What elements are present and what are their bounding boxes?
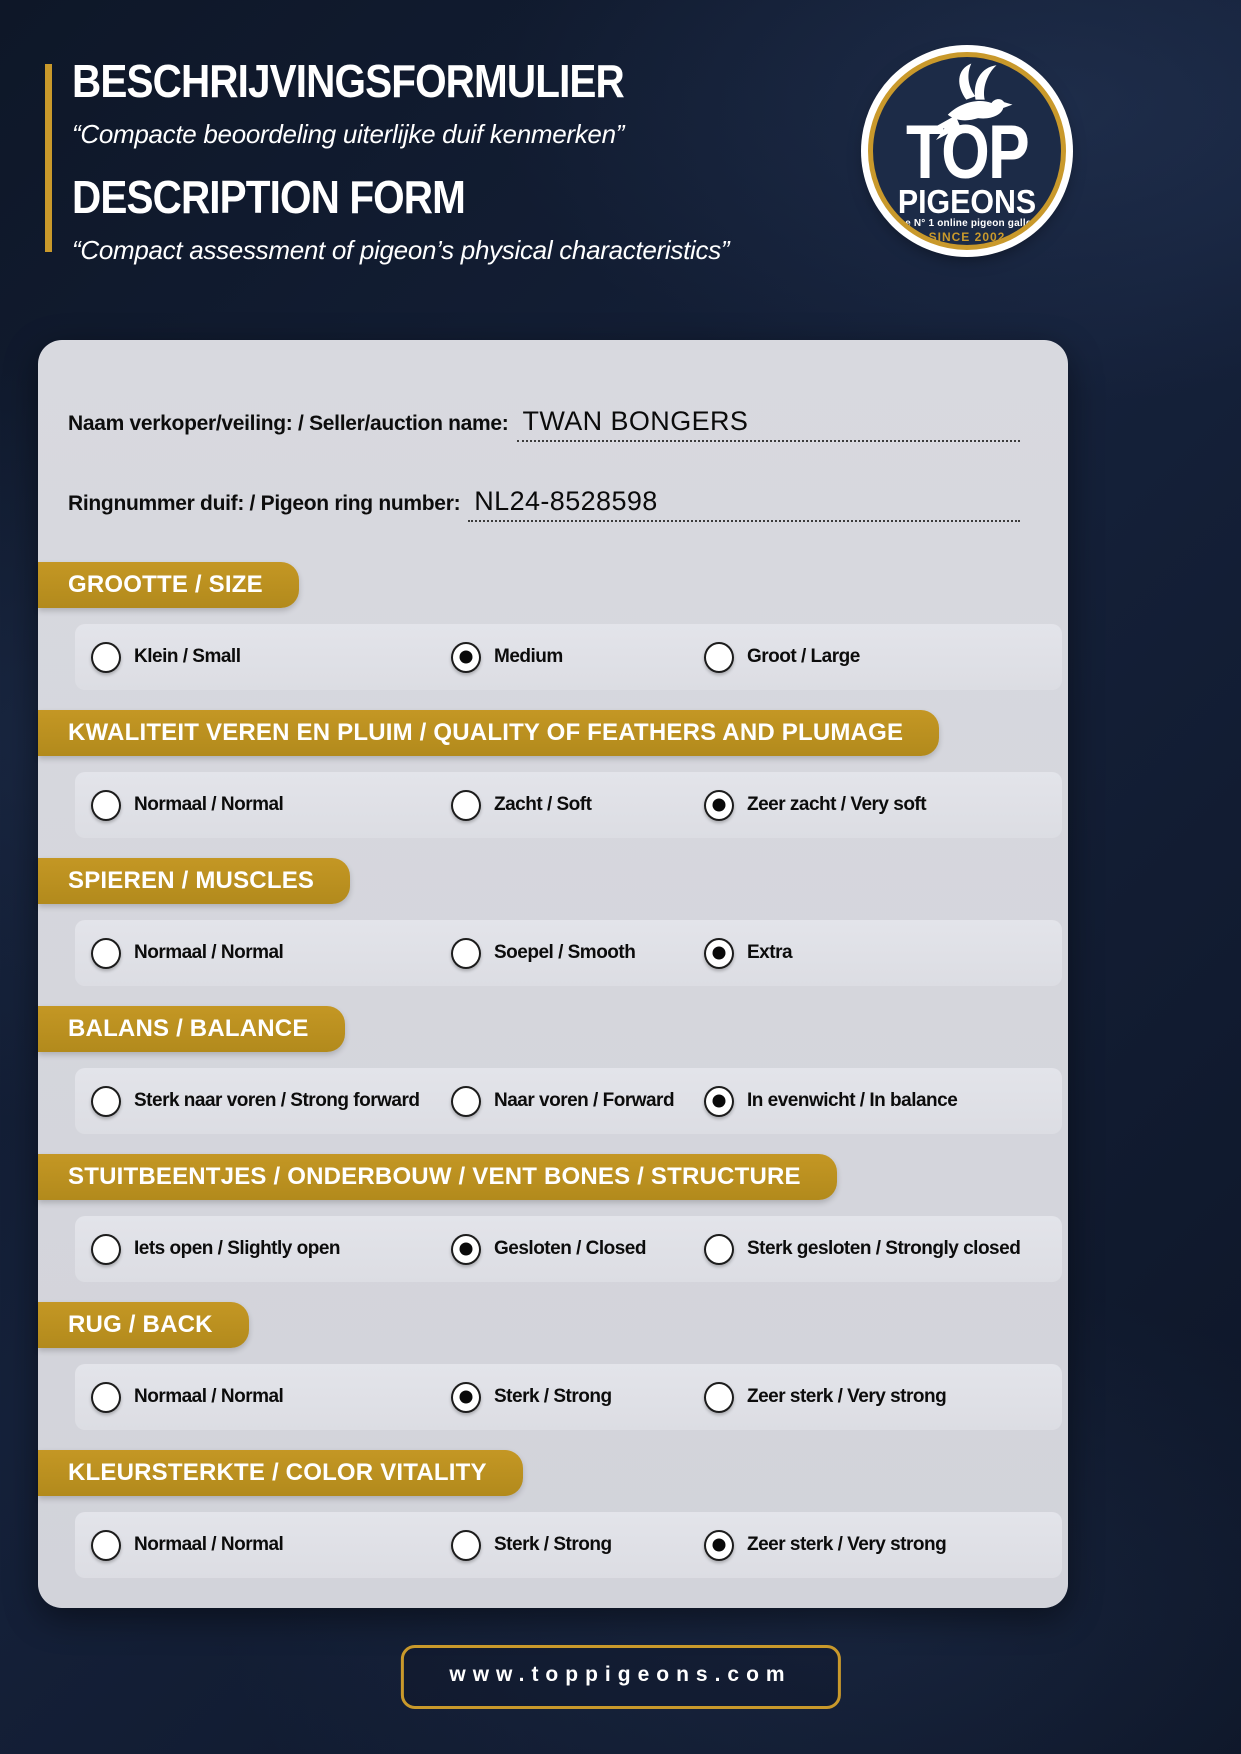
radio-option[interactable] — [704, 1530, 1062, 1561]
radio-button[interactable] — [451, 1382, 481, 1413]
logo-tagline: The N° 1 online pigeon gallery — [892, 218, 1042, 229]
radio-button[interactable] — [704, 1382, 734, 1413]
seller-name-value: TWAN BONGERS — [522, 406, 749, 436]
radio-option-label: Normaal / Normal — [134, 942, 284, 963]
logo-since-badge: SINCE 2002 — [928, 230, 1006, 244]
radio-option-label: Iets open / Slightly open — [134, 1238, 341, 1259]
option-row — [75, 1216, 1062, 1282]
option-row — [75, 1364, 1062, 1430]
section-header-pill: KLEURSTERKTE / COLOR VITALITY — [38, 1450, 523, 1496]
website-link[interactable]: www.toppigeons.com — [400, 1645, 840, 1709]
option-row — [75, 772, 1062, 838]
option-row — [75, 920, 1062, 986]
radio-option-label: Normaal / Normal — [134, 1386, 284, 1407]
page-header — [72, 55, 730, 266]
radio-option[interactable] — [91, 642, 451, 673]
radio-option-label: Naar voren / Forward — [494, 1090, 675, 1111]
radio-button[interactable] — [91, 1382, 121, 1413]
radio-option-label: Normaal / Normal — [134, 794, 284, 815]
seller-name-input[interactable] — [517, 406, 1021, 442]
radio-button[interactable] — [704, 790, 734, 821]
radio-button[interactable] — [91, 790, 121, 821]
radio-button[interactable] — [91, 1234, 121, 1265]
section-feather-quality — [38, 710, 1068, 838]
radio-option-label: Zeer sterk / Very strong — [747, 1534, 947, 1555]
sections — [38, 562, 1068, 1578]
radio-option[interactable] — [451, 938, 704, 969]
radio-option-label: Soepel / Smooth — [494, 942, 636, 963]
radio-option-label: Extra — [747, 942, 793, 963]
radio-option[interactable] — [451, 1530, 704, 1561]
radio-button[interactable] — [451, 1086, 481, 1117]
radio-option[interactable] — [91, 1086, 451, 1117]
radio-button[interactable] — [91, 938, 121, 969]
subtitle-english: “Compact assessment of pigeon’s physical characteristics” — [72, 235, 730, 265]
radio-option[interactable] — [451, 1234, 704, 1265]
section-muscles — [38, 858, 1068, 986]
section-size — [38, 562, 1068, 690]
section-header-pill: KWALITEIT VEREN EN PLUIM / QUALITY OF FEATHERS AND PLUMAGE — [38, 710, 939, 756]
ring-number-field — [68, 486, 1020, 530]
radio-button[interactable] — [704, 642, 734, 673]
radio-option-label: Sterk / Strong — [494, 1386, 612, 1407]
section-balance — [38, 1006, 1068, 1134]
radio-option-label: Zacht / Soft — [494, 794, 592, 815]
radio-option[interactable] — [91, 938, 451, 969]
section-back — [38, 1302, 1068, 1430]
radio-option[interactable] — [704, 1234, 1062, 1265]
radio-option[interactable] — [704, 642, 1062, 673]
title-english: DESCRIPTION FORM — [72, 171, 465, 223]
radio-option[interactable] — [704, 938, 1062, 969]
radio-option[interactable] — [451, 1086, 704, 1117]
radio-option-label: Klein / Small — [134, 646, 241, 667]
section-header-pill: STUITBEENTJES / ONDERBOUW / VENT BONES / STRUCTURE — [38, 1154, 837, 1200]
option-row — [75, 1068, 1062, 1134]
ring-number-input[interactable] — [468, 486, 1020, 522]
radio-option[interactable] — [91, 1234, 451, 1265]
radio-button[interactable] — [704, 938, 734, 969]
radio-button[interactable] — [451, 938, 481, 969]
section-vent-bones — [38, 1154, 1068, 1282]
option-row — [75, 1512, 1062, 1578]
radio-option[interactable] — [91, 790, 451, 821]
section-header-pill: BALANS / BALANCE — [38, 1006, 345, 1052]
radio-button[interactable] — [91, 1530, 121, 1561]
radio-button[interactable] — [704, 1086, 734, 1117]
radio-option[interactable] — [451, 790, 704, 821]
radio-option[interactable] — [451, 642, 704, 673]
seller-name-label: Naam verkoper/veiling: / Seller/auction name: — [68, 412, 509, 435]
top-pigeons-logo — [868, 52, 1066, 250]
logo-word-top: TOP — [905, 110, 1029, 195]
form-card — [38, 340, 1068, 1608]
header-accent-bar — [45, 64, 52, 252]
option-row — [75, 624, 1062, 690]
radio-option[interactable] — [91, 1382, 451, 1413]
radio-button[interactable] — [704, 1234, 734, 1265]
section-header-pill: RUG / BACK — [38, 1302, 249, 1348]
radio-option-label: Sterk / Strong — [494, 1534, 612, 1555]
radio-button[interactable] — [451, 642, 481, 673]
radio-option[interactable] — [704, 1086, 1062, 1117]
radio-button[interactable] — [451, 790, 481, 821]
logo-word-pigeons: PIGEONS — [897, 183, 1037, 220]
section-header-pill: SPIEREN / MUSCLES — [38, 858, 350, 904]
radio-option-label: Zeer sterk / Very strong — [747, 1386, 947, 1407]
radio-button[interactable] — [451, 1234, 481, 1265]
radio-option-label: Groot / Large — [747, 646, 860, 667]
radio-option-label: Normaal / Normal — [134, 1534, 284, 1555]
radio-option[interactable] — [704, 1382, 1062, 1413]
radio-option-label: Sterk gesloten / Strongly closed — [747, 1238, 1021, 1259]
subtitle-dutch: “Compacte beoordeling uiterlijke duif kenmerken” — [72, 119, 625, 149]
radio-button[interactable] — [91, 1086, 121, 1117]
section-color-vitality — [38, 1450, 1068, 1578]
radio-button[interactable] — [704, 1530, 734, 1561]
title-dutch: BESCHRIJVINGSFORMULIER — [72, 55, 624, 107]
radio-button[interactable] — [91, 642, 121, 673]
ring-number-value: NL24-8528598 — [474, 486, 658, 516]
ring-number-label: Ringnummer duif: / Pigeon ring number: — [68, 492, 461, 515]
radio-option-label: Medium — [494, 646, 563, 667]
radio-button[interactable] — [451, 1530, 481, 1561]
radio-option-label: In evenwicht / In balance — [747, 1090, 958, 1111]
radio-option-label: Zeer zacht / Very soft — [747, 794, 927, 815]
seller-name-field — [68, 406, 1020, 450]
radio-option-label: Gesloten / Closed — [494, 1238, 646, 1259]
section-header-pill: GROOTTE / SIZE — [38, 562, 299, 608]
radio-option[interactable] — [451, 1382, 704, 1413]
radio-option[interactable] — [91, 1530, 451, 1561]
radio-option-label: Sterk naar voren / Strong forward — [134, 1090, 420, 1111]
radio-option[interactable] — [704, 790, 1062, 821]
